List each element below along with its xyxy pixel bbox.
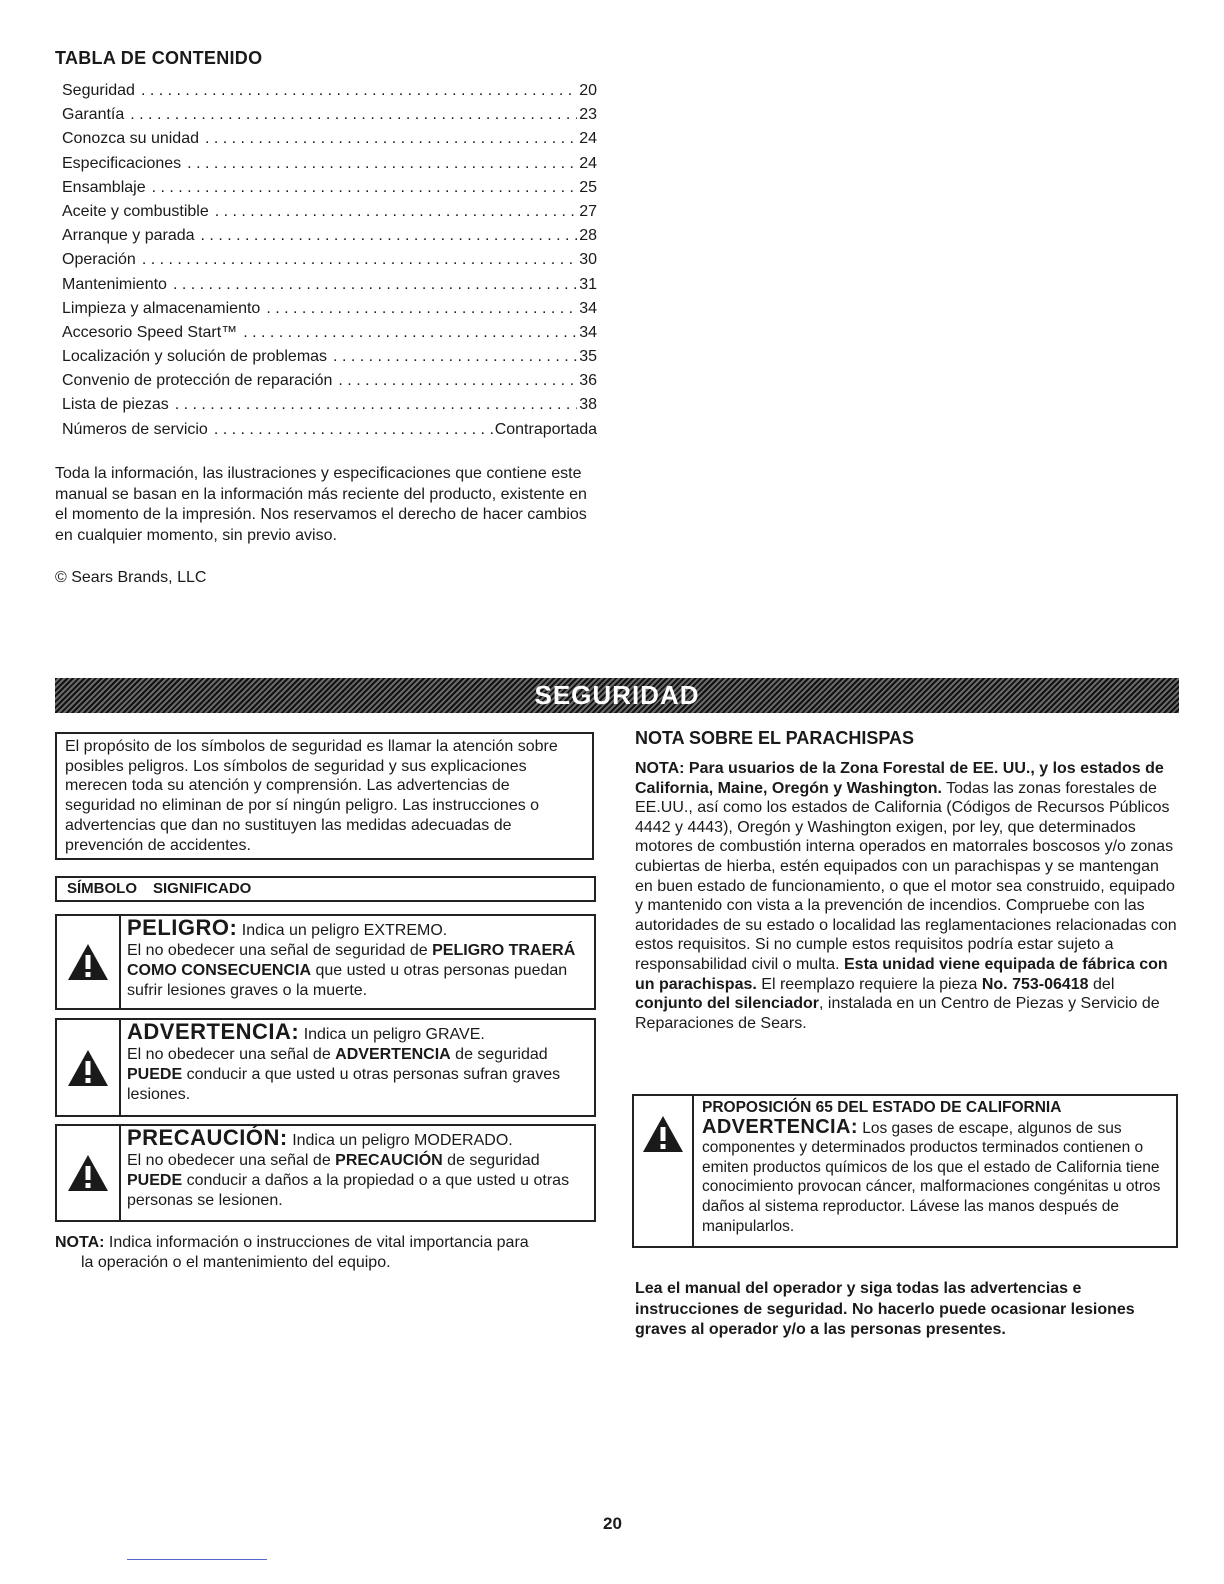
hazard-desc-bold: PELIGRO TRAERÁ COMO CONSECUENCIA (127, 942, 576, 979)
hazard-text (121, 1020, 594, 1115)
toc-row (62, 300, 597, 324)
note-text-cont: la operación o el mantenimiento del equipo. (81, 1254, 391, 1271)
toc-label: Conozca su unidad (62, 130, 199, 148)
toc-leader (142, 251, 577, 269)
toc-label: Limpieza y almacenamiento (62, 299, 261, 317)
toc-row (62, 276, 597, 300)
hazard-definition: Indica un peligro MODERADO. (292, 1132, 513, 1149)
toc-leader (338, 372, 577, 390)
toc-page: 38 (579, 396, 597, 414)
toc-row (62, 372, 597, 396)
hazard-title: PRECAUCIÓN: (127, 1125, 288, 1150)
toc-page: 25 (579, 178, 597, 196)
manual-disclaimer: Toda la información, las ilustraciones y especificaciones que contiene este manual se basan en la información más reciente del producto, existente en el momento de la impresión. Nos reservamos el derecho de hacer cambios en cualquier momento, sin previo aviso. (55, 465, 587, 544)
spark-text: El reemplazo requiere la pieza (756, 975, 982, 993)
toc-leader (333, 348, 577, 366)
prop65-text (694, 1096, 1176, 1246)
toc-row (62, 396, 597, 420)
toc-leader (266, 300, 577, 318)
toc-leader (175, 396, 577, 414)
toc-row (62, 227, 597, 251)
toc-leader (187, 155, 577, 173)
toc-label: Garantía (62, 106, 125, 124)
spark-factory-bold: Esta unidad viene equipada de fábrica con un parachispas. (635, 955, 1168, 993)
toc-leader (173, 276, 577, 294)
hazard-desc: conducir a que usted u otras personas sufran graves lesiones. (127, 1066, 561, 1103)
toc-page: 30 (579, 251, 597, 269)
toc-leader (214, 421, 493, 439)
toc-label: Aceite y combustible (62, 202, 209, 220)
prop65-warning-text: Los gases de escape, algunos de sus componentes y determinados productos terminados contienen o emiten productos químicos de los que el estado de California tiene conocimiento provocan cáncer, malformaciones congénitas u otros daños al sistema reproductor. Lávese las manos después de manipularlos. (702, 1119, 1161, 1235)
note-label: NOTA: (55, 1234, 105, 1251)
toc-label: Lista de piezas (62, 396, 169, 414)
footer-divider (127, 1559, 267, 1560)
toc-row (62, 203, 597, 227)
toc-page: 24 (579, 154, 597, 172)
toc-page: 35 (579, 348, 597, 366)
toc-list (62, 82, 597, 445)
read-manual-warning: Lea el manual del operador y siga todas las advertencias e instrucciones de seguridad. No hacerlo puede ocasionar lesiones graves al operador y/o a las personas presentes. (635, 1280, 1135, 1338)
hazard-text (121, 1126, 594, 1220)
spark-text: Todas las zonas forestales de EE.UU., así como los estados de California (Códigos de Recursos Públicos 4442 y 4443), Oregón y Washington exigen, por ley, que determinados motores de combustión interna operados en matorrales boscosos y/o zonas cubiertas de hierba, estén equipados con un parachispas y se mantengan en buen estado de funcionamiento, o que el motor sea construido, equipado y mantenido con vista a la prevención de incendios. Compruebe con las autoridades de su estado o localidad las reglamentaciones relacionadas con estos requisitos. Si no cumple estos requisitos podría estar sujeto a responsabilidad civil o multa. (635, 779, 1177, 973)
toc-page: 34 (579, 299, 597, 317)
hazard-danger (55, 914, 596, 1010)
warning-triangle-icon (57, 1126, 121, 1220)
toc-page: 34 (579, 323, 597, 341)
prop65-header: PROPOSICIÓN 65 DEL ESTADO DE CALIFORNIA (702, 1099, 1062, 1116)
spark-arrester-body (635, 759, 1180, 1033)
toc-leader (205, 130, 577, 148)
hazard-desc: de seguridad (450, 1046, 548, 1063)
warning-triangle-icon (57, 1020, 121, 1115)
toc-leader (130, 106, 577, 124)
copyright-notice: © Sears Brands, LLC (55, 569, 207, 586)
symbol-table-header (55, 876, 596, 902)
toc-label: Números de servicio (62, 420, 208, 438)
toc-row (62, 106, 597, 130)
toc-label: Convenio de protección de reparación (62, 372, 333, 390)
spark-text: del (1088, 975, 1115, 993)
section-banner (55, 678, 1179, 713)
hazard-definition: Indica un peligro GRAVE. (303, 1026, 485, 1043)
toc-label: Mantenimiento (62, 275, 167, 293)
prop65-warning-label: ADVERTENCIA: (702, 1115, 858, 1138)
toc-page: 23 (579, 106, 597, 124)
toc-row (62, 421, 597, 445)
hazard-desc: El no obedecer una señal de (127, 1152, 336, 1169)
toc-row (62, 251, 597, 275)
hazard-title: PELIGRO: (127, 915, 238, 940)
hazard-warning (55, 1018, 596, 1117)
toc-page: 27 (579, 202, 597, 220)
toc-leader (201, 227, 578, 245)
toc-row (62, 155, 597, 179)
spark-text: , instalada en un Centro de Piezas y Servicio de Reparaciones de Sears. (635, 995, 1160, 1032)
toc-label: Seguridad (62, 82, 135, 99)
toc-leader (152, 179, 578, 197)
hazard-desc: que usted u otras personas puedan sufrir lesiones graves o la muerte. (127, 962, 568, 999)
hazard-desc-bold: PUEDE (127, 1066, 183, 1083)
toc-leader (243, 324, 577, 342)
page-number: 20 (603, 1514, 622, 1533)
toc-row (62, 348, 597, 372)
toc-label: Especificaciones (62, 154, 182, 172)
hazard-desc: conducir a daños a la propiedad o a que usted u otras personas se lesionen. (127, 1172, 570, 1209)
note-text: Indica información o instrucciones de vital importancia para (104, 1234, 529, 1251)
safety-purpose-box: El propósito de los símbolos de seguridad es llamar la atención sobre posibles peligros. Los símbolos de seguridad y sus explicaciones merecen toda su atención y comprensión. Las advertencias de seguridad no eliminan de por sí ningún peligro. Las instrucciones o advertencias que dan no sustituyen las medidas adecuadas de prevención de accidentes. (55, 732, 594, 860)
toc-label: Arranque y parada (62, 227, 195, 245)
toc-row (62, 82, 597, 106)
hazard-desc: El no obedecer una señal de (127, 1046, 336, 1063)
toc-page: 36 (579, 372, 597, 390)
toc-row (62, 130, 597, 154)
toc-page: 20 (579, 82, 597, 99)
hazard-desc: El no obedecer una señal de seguridad de (127, 942, 433, 959)
hazard-title: ADVERTENCIA: (127, 1019, 300, 1044)
note-paragraph (55, 1233, 600, 1273)
hazard-caution (55, 1124, 596, 1222)
toc-row (62, 324, 597, 348)
section-banner-title: SEGURIDAD (534, 680, 700, 710)
toc-title: TABLA DE CONTENIDO (55, 48, 263, 68)
meaning-column-header: SIGNIFICADO (153, 880, 252, 897)
spark-part-number: No. 753-06418 (981, 975, 1089, 993)
spark-intro-bold: NOTA: Para usuarios de la Zona Forestal de EE. UU., y los estados de California, Maine, Oregón y Washington. (635, 760, 1164, 797)
toc-label: Accesorio Speed Start™ (62, 323, 238, 341)
spark-arrester-title: NOTA SOBRE EL PARACHISPAS (635, 728, 915, 748)
hazard-definition: Indica un peligro EXTREMO. (241, 922, 448, 939)
spark-assembly-bold: conjunto del silenciador (635, 995, 820, 1013)
prop65-box (632, 1094, 1178, 1248)
hazard-desc-bold: ADVERTENCIA (335, 1046, 451, 1063)
warning-triangle-icon (634, 1096, 694, 1246)
toc-page: Contraportada (494, 420, 597, 438)
toc-label: Operación (62, 251, 136, 269)
toc-leader (141, 82, 577, 100)
toc-page: 31 (579, 275, 597, 293)
toc-leader (215, 203, 577, 221)
symbol-column-header: SÍMBOLO (67, 880, 137, 897)
toc-page: 28 (579, 227, 597, 245)
toc-label: Localización y solución de problemas (62, 348, 328, 366)
toc-page: 24 (579, 130, 597, 148)
warning-triangle-icon (57, 916, 121, 1008)
toc-row (62, 179, 597, 203)
hazard-desc: de seguridad (442, 1152, 540, 1169)
hazard-text (121, 916, 594, 1008)
toc-label: Ensamblaje (62, 178, 146, 196)
hazard-desc-bold: PRECAUCIÓN (335, 1152, 443, 1169)
hazard-desc-bold: PUEDE (127, 1172, 183, 1189)
